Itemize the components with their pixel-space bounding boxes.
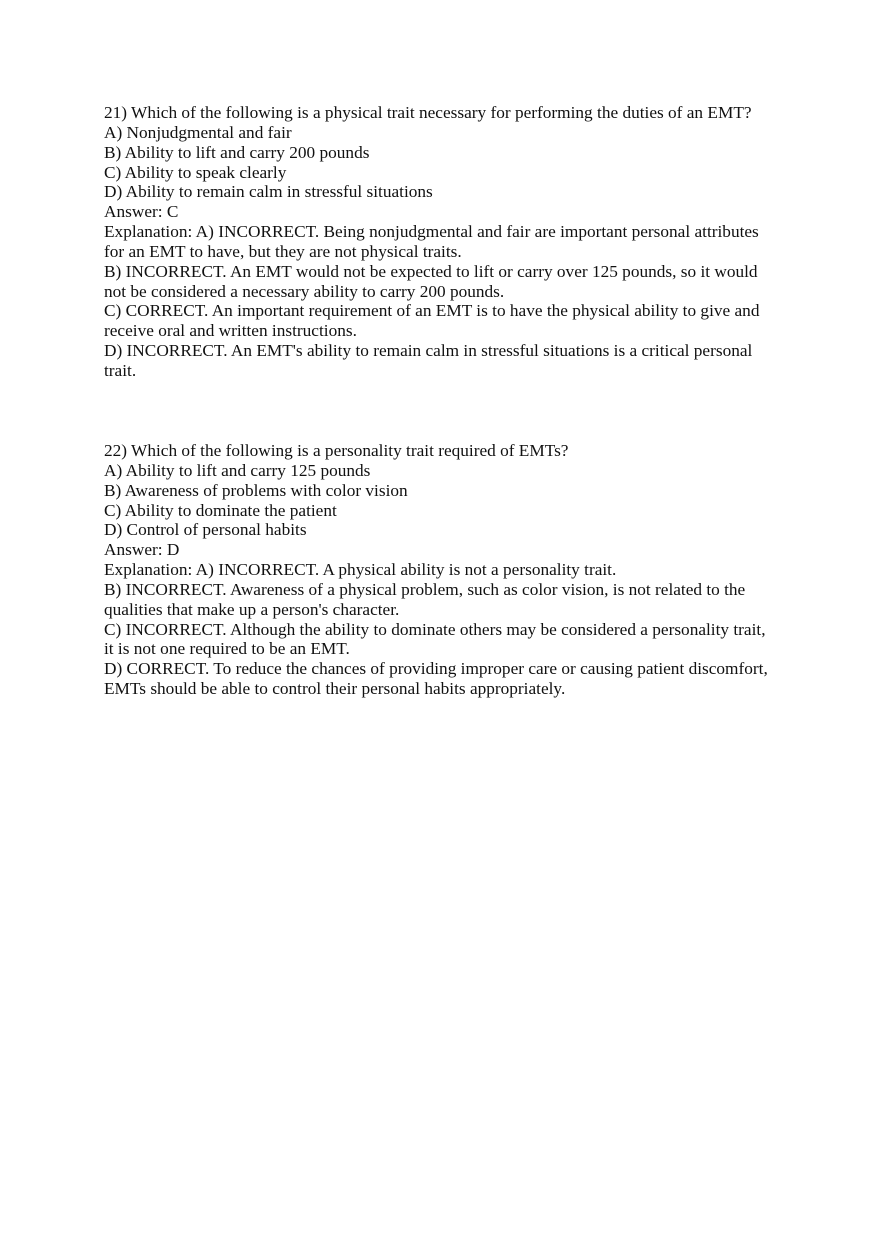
explanation-line: receive oral and written instructions. — [104, 321, 357, 341]
question-21 — [104, 103, 759, 381]
explanation-line: D) INCORRECT. An EMT's ability to remain calm in stressful situations is a critical personal — [104, 341, 753, 361]
explanation-line: Explanation: A) INCORRECT. Being nonjudgmental and fair are important personal attributes — [104, 222, 759, 242]
answer: Answer: C — [104, 202, 179, 222]
explanation-line: C) INCORRECT. Although the ability to dominate others may be considered a personality trait, — [104, 619, 766, 639]
explanation-line: B) INCORRECT. Awareness of a physical problem, such as color vision, is not related to the — [104, 579, 746, 599]
option-b: B) Ability to lift and carry 200 pounds — [104, 142, 370, 162]
explanation-line: C) CORRECT. An important requirement of an EMT is to have the physical ability to give and — [104, 301, 760, 321]
option-b: B) Awareness of problems with color vision — [104, 480, 408, 500]
explanation-line: not be considered a necessary ability to carry 200 pounds. — [104, 281, 505, 301]
question-22 — [104, 441, 768, 699]
option-a: A) Nonjudgmental and fair — [104, 122, 292, 142]
option-d: D) Control of personal habits — [104, 520, 307, 540]
explanation-line: for an EMT to have, but they are not physical traits. — [104, 241, 462, 261]
explanation-line: trait. — [104, 360, 137, 380]
option-c: C) Ability to speak clearly — [104, 162, 287, 182]
option-d: D) Ability to remain calm in stressful situations — [104, 182, 433, 202]
answer: Answer: D — [104, 540, 180, 560]
explanation-line: EMTs should be able to control their personal habits appropriately. — [104, 679, 566, 699]
explanation-line: it is not one required to be an EMT. — [104, 639, 350, 659]
option-a: A) Ability to lift and carry 125 pounds — [104, 460, 371, 480]
explanation-line: qualities that make up a person's character. — [104, 599, 400, 619]
explanation-line: D) CORRECT. To reduce the chances of providing improper care or causing patient discomfort, — [104, 659, 768, 679]
question-stem: 22) Which of the following is a personality trait required of EMTs? — [104, 441, 569, 460]
option-c: C) Ability to dominate the patient — [104, 500, 337, 520]
question-stem: 21) Which of the following is a physical trait necessary for performing the duties of an EMT? — [104, 103, 752, 122]
explanation-line: Explanation: A) INCORRECT. A physical ability is not a personality trait. — [104, 560, 617, 580]
explanation-line: B) INCORRECT. An EMT would not be expected to lift or carry over 125 pounds, so it would — [104, 261, 758, 281]
